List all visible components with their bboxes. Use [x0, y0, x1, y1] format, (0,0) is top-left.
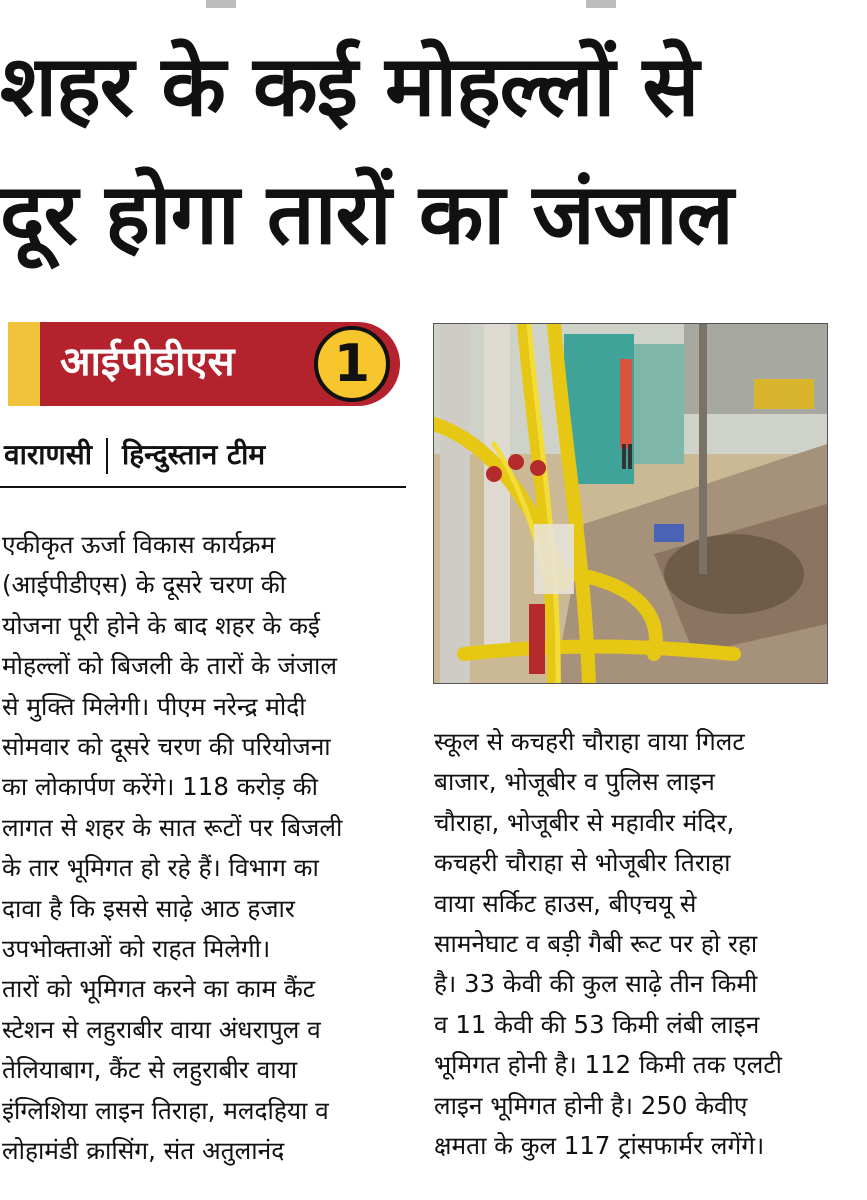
- top-edge-mark-left: [206, 0, 236, 8]
- left-column-line: उपभोक्ताओं को राहत मिलेगी।: [2, 934, 271, 963]
- right-column-line: क्षमता के कुल 117 ट्रांसफार्मर लगेंगे।: [434, 1131, 765, 1160]
- left-column-line: का लोकार्पण करेंगे। 118 करोड़ की: [2, 772, 318, 802]
- left-column-line: योजना पूरी होने के बाद शहर के कई: [2, 610, 320, 640]
- dateline-rule: [0, 486, 406, 488]
- left-column-line: सोमवार को दूसरे चरण की परियोजना: [2, 732, 331, 761]
- dateline-credit: हिन्दुस्तान टीम: [121, 438, 266, 471]
- banner-accent-strip: [8, 322, 40, 406]
- left-column-line: तेलियाबाग, कैंट से लहुराबीर वाया: [2, 1055, 298, 1085]
- left-column-line: इंग्लिशिया लाइन तिराहा, मलदहिया व: [2, 1095, 329, 1125]
- dateline-place: वाराणसी: [4, 438, 92, 471]
- left-column-line: के तार भूमिगत हो रहे हैं। विभाग का: [2, 853, 319, 883]
- headline-line-2: दूर होगा तारों का जंजाल: [0, 165, 733, 263]
- right-column-line: वाया सर्किट हाउस, बीएचयू से: [434, 888, 697, 918]
- news-photo: [433, 323, 828, 684]
- left-column-line: तारों को भूमिगत करने का काम कैंट: [2, 974, 316, 1004]
- right-column-line: लाइन भूमिगत होनी है। 250 केवीए: [434, 1090, 748, 1120]
- series-number-badge: 1: [314, 326, 390, 402]
- series-banner: [8, 322, 400, 406]
- left-column-line: लागत से शहर के सात रूटों पर बिजली: [2, 812, 343, 842]
- top-edge-mark-right: [586, 0, 616, 8]
- left-column-line: मोहल्लों को बिजली के तारों के जंजाल: [2, 651, 337, 681]
- right-column-line: कचहरी चौराहा से भोजूबीर तिराहा: [434, 848, 731, 878]
- left-column-line: लोहामंडी क्रासिंग, संत अतुलानंद: [2, 1136, 285, 1165]
- photo-underground-cables-icon: [434, 324, 827, 683]
- right-column-line: सामनेघाट व बड़ी गैबी रूट पर हो रहा: [434, 929, 758, 958]
- banner-label: आईपीडीएस: [60, 339, 235, 385]
- left-column-line: (आईपीडीएस) के दूसरे चरण की: [2, 570, 287, 600]
- right-column-line: बाजार, भोजूबीर व पुलिस लाइन: [434, 767, 715, 797]
- dateline: [4, 433, 404, 485]
- headline-line-1: शहर के कई मोहल्लों से: [0, 37, 699, 135]
- left-column-line: स्टेशन से लहुराबीर वाया अंधरापुल व: [2, 1014, 321, 1044]
- right-column-line: स्कूल से कचहरी चौराहा वाया गिलट: [434, 727, 745, 756]
- left-column-line: से मुक्ति मिलेगी। पीएम नरेन्द्र मोदी: [2, 691, 306, 721]
- right-column-line: चौराहा, भोजूबीर से महावीर मंदिर,: [434, 807, 735, 837]
- right-column-line: भूमिगत होनी है। 112 किमी तक एलटी: [434, 1050, 782, 1080]
- right-column-line: है। 33 केवी की कुल साढ़े तीन किमी: [434, 969, 758, 999]
- right-column-line: व 11 केवी की 53 किमी लंबी लाइन: [434, 1009, 760, 1039]
- left-column-line: एकीकृत ऊर्जा विकास कार्यक्रम: [2, 530, 276, 559]
- left-column-line: दावा है कि इससे साढ़े आठ हजार: [2, 893, 295, 923]
- dateline-separator: [106, 438, 108, 474]
